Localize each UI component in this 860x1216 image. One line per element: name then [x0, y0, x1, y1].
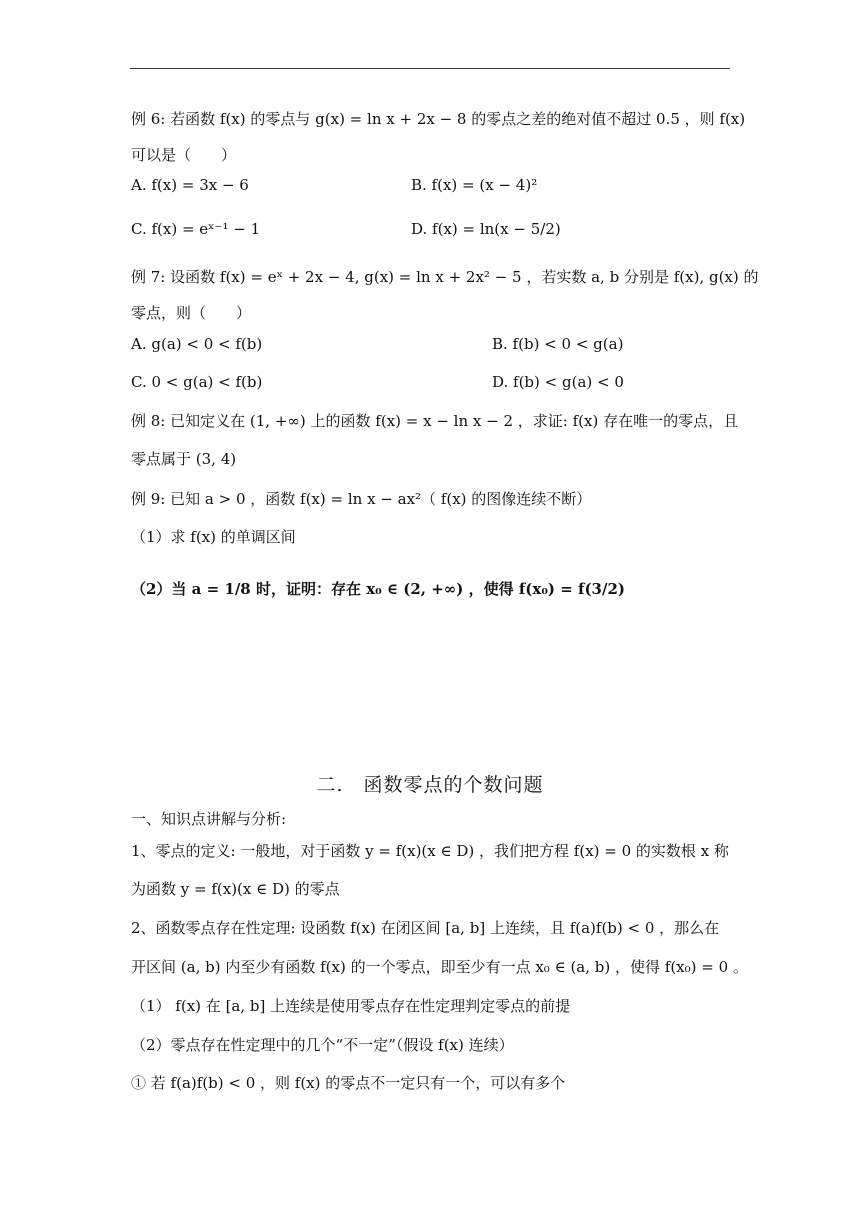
- ex9-line1: 例 9: 已知 a > 0 ，函数 f(x) = ln x − ax²（ f(x) 的图像连续不断）: [131, 490, 592, 508]
- ex9-part2: （2）当 a = 1/8 时，证明：存在 x₀ ∈ (2, +∞) ，使得 f(x₀) = f(3/2): [131, 580, 626, 598]
- ex7-stem-line2: 零点，则（ ）: [131, 304, 252, 322]
- header-rule: [130, 68, 730, 69]
- ex7-stem-line1: 例 7: 设函数 f(x) = eˣ + 2x − 4, g(x) = ln x + 2x² − 5 ，若实数 a, b 分别是 f(x), g(x) 的: [131, 268, 759, 286]
- theorem-line1: 2、函数零点存在性定理: 设函数 f(x) 在闭区间 [a, b] 上连续，且 f(a)f(b) < 0 ，那么在: [131, 919, 720, 937]
- theorem-line2: 开区间 (a, b) 内至少有函数 f(x) 的一个零点，即至少有一点 x₀ ∈ (a, b) ，使得 f(x₀) = 0 。: [131, 958, 748, 976]
- ex6-stem-line1: 例 6: 若函数 f(x) 的零点与 g(x) = ln x + 2x − 8 的零点之差的绝对值不超过 0.5 ，则 f(x): [131, 110, 746, 128]
- ex6-option-d: D. f(x) = ln(x − 5/2): [411, 220, 561, 238]
- ex6-stem-line2: 可以是（ ）: [131, 146, 237, 164]
- note-2: （2）零点存在性定理中的几个“不一定”（假设 f(x) 连续）: [131, 1036, 514, 1054]
- ex6-option-a: A. f(x) = 3x − 6: [131, 176, 249, 194]
- ex8-line2: 零点属于 (3, 4): [131, 450, 237, 468]
- ex7-option-a: A. g(a) < 0 < f(b): [131, 335, 263, 353]
- definition-line1: 1、零点的定义: 一般地，对于函数 y = f(x)(x ∈ D) ，我们把方程 f(x) = 0 的实数根 x 称: [131, 842, 729, 860]
- ex6-option-b: B. f(x) = (x − 4)²: [411, 176, 538, 194]
- ex7-option-c: C. 0 < g(a) < f(b): [131, 373, 263, 391]
- knowledge-heading: 一、知识点讲解与分析:: [131, 810, 287, 828]
- ex7-option-b: B. f(b) < 0 < g(a): [492, 335, 624, 353]
- note-circled-1: ① 若 f(a)f(b) < 0 ，则 f(x) 的零点不一定只有一个，可以有多个: [131, 1074, 566, 1092]
- ex8-line1: 例 8: 已知定义在 (1, +∞) 上的函数 f(x) = x − ln x − 2 ，求证: f(x) 存在唯一的零点，且: [131, 412, 739, 430]
- note-1: （1） f(x) 在 [a, b] 上连续是使用零点存在性定理判定零点的前提: [131, 997, 571, 1015]
- ex7-option-d: D. f(b) < g(a) < 0: [492, 373, 624, 391]
- ex9-part1: （1）求 f(x) 的单调区间: [131, 528, 296, 546]
- definition-line2: 为函数 y = f(x)(x ∈ D) 的零点: [131, 880, 340, 898]
- section-title: 二. 函数零点的个数问题: [316, 774, 544, 796]
- ex6-option-c: C. f(x) = eˣ⁻¹ − 1: [131, 220, 261, 238]
